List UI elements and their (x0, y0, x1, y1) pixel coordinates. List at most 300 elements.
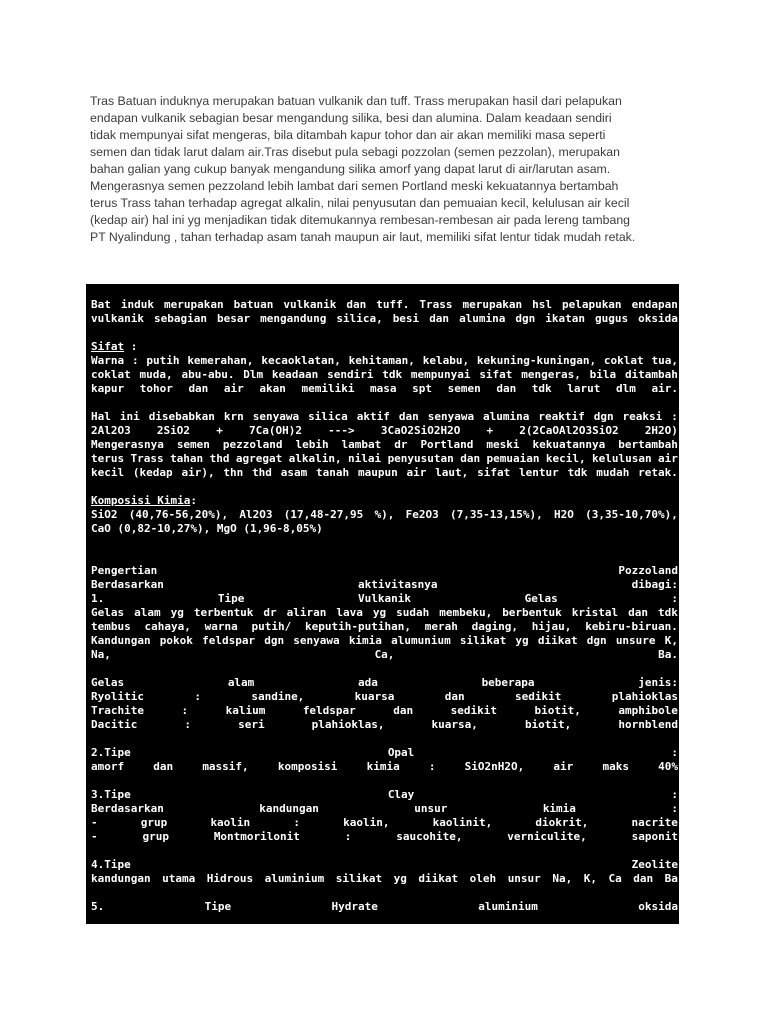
word: Ba. (658, 648, 678, 661)
block-line (91, 858, 678, 872)
word: amphibole (618, 704, 678, 717)
word: aktif (356, 410, 390, 423)
word: merupakan (164, 298, 224, 311)
word: Trass (419, 298, 453, 311)
word: yg (393, 872, 407, 885)
word: : (671, 746, 678, 759)
word: Portland (420, 438, 474, 451)
word: tuff. (376, 298, 410, 311)
word: reaktif (538, 410, 585, 423)
word: 3.Tipe (91, 788, 131, 801)
word: diokrit, (535, 816, 589, 829)
word: Berdasarkan (91, 802, 164, 815)
word: kapur (91, 382, 125, 395)
word: masa (370, 382, 397, 395)
word: oksida (638, 900, 678, 913)
intro-line: terus Trass tahan terhadap agregat alkalin, nilai penyusutan dan pemuaian kecil, kelulusan air kecil (90, 196, 630, 210)
intro-line: PT Nyalindung , tahan terhadap asam tanah maupun air laut, memiliki sifat lentur tidak mudah retak. (90, 230, 636, 244)
word: alumunium (391, 634, 451, 647)
block-line (91, 298, 678, 312)
word: Na, (91, 648, 111, 661)
word: agregat (235, 452, 283, 465)
block-line (91, 354, 678, 368)
word: 2H2O) (644, 424, 678, 437)
word: dgn (586, 634, 607, 647)
word: bila (589, 368, 617, 381)
word: kandungan (91, 872, 151, 885)
word: Montmorilonit (213, 830, 300, 843)
block-line (91, 718, 678, 732)
word: terbentuk (193, 606, 254, 619)
komposisi-label: Komposisi Kimia (91, 494, 191, 507)
word: aluminium (478, 900, 538, 913)
word: asam (280, 466, 308, 479)
word: berbentuk (502, 606, 562, 619)
block-line (91, 872, 678, 886)
word: sedikit (515, 690, 562, 703)
word: %), (374, 508, 395, 521)
word: merupakan (462, 298, 523, 311)
block-line (91, 606, 678, 620)
intro-line: endapan vulkanik sebagian besar mengandung silika, besi dan alumina. Dalam keadaan sendiri (90, 111, 612, 125)
word: Ryolitic (91, 690, 144, 703)
word: Vulkanik (358, 592, 411, 605)
word: ditambah (624, 368, 678, 381)
word: SiO2 (91, 508, 118, 521)
block-line (91, 620, 678, 634)
word: dr (263, 606, 277, 619)
word: maks (602, 760, 629, 773)
word: kecil (91, 466, 125, 479)
word: diikat (418, 872, 459, 885)
block-line (91, 382, 678, 396)
word: air), (181, 466, 215, 479)
block-line (91, 438, 678, 452)
word: kemerahan, (187, 354, 254, 367)
word: K, (583, 872, 597, 885)
word: besar (216, 312, 251, 325)
word: 4.Tipe (91, 858, 131, 871)
word: kandungan (259, 802, 319, 815)
intro-line: tidak mempunyai sifat mengeras, bila ditambah kapur tohor dan air akan memiliki masa seperti (90, 128, 606, 142)
word: : (181, 704, 189, 717)
word: sudah (396, 606, 430, 619)
word: senyawa (252, 410, 300, 423)
word: mudah (596, 466, 630, 479)
intro-line: (kedap air) hal ini yg menjadikan tidak ditemukannya rembesan-rembesan air pada lereng tambang (90, 213, 631, 227)
word: bertambah (618, 438, 678, 451)
word: kalium (225, 704, 266, 717)
word: (7,35-13,15%), (450, 508, 543, 521)
word: maupun (357, 466, 398, 479)
word: larut (567, 382, 601, 395)
word: air (406, 466, 427, 479)
word: kimia (542, 802, 576, 815)
word: Pozzoland (618, 564, 678, 577)
word: alam (134, 606, 161, 619)
word: lebih (295, 438, 329, 451)
block-line (91, 676, 678, 690)
word: thn (223, 466, 244, 479)
word: verniculite, (507, 830, 587, 843)
block-line (91, 312, 678, 326)
word: saponit (631, 830, 678, 843)
word: pemuaian (486, 452, 540, 465)
word: senyawa (293, 634, 340, 647)
block-line (91, 578, 678, 592)
word: utama (162, 872, 196, 885)
word: dan (398, 410, 419, 423)
word: krn (223, 410, 244, 423)
monospace-text-block (86, 284, 679, 924)
word: feldspar (202, 634, 256, 647)
word: beberapa (481, 676, 535, 689)
word: (kedap (132, 466, 173, 479)
word: pelapukan (561, 298, 622, 311)
word: Na, (552, 872, 573, 885)
word: keputih-putihan, (304, 620, 411, 633)
word: Clay (387, 788, 415, 801)
word: disebabkan (148, 410, 215, 423)
word: Kandungan (91, 634, 151, 647)
word: dan (153, 760, 174, 773)
word: sebagian (153, 312, 207, 325)
word: penyusutan (387, 452, 454, 465)
word: dan (188, 382, 209, 395)
word: thd (209, 452, 230, 465)
word: Gelas (91, 606, 125, 619)
word: Zeolite (631, 858, 678, 871)
word: alumina (483, 410, 530, 423)
word: Hydrate (331, 900, 378, 913)
word: kecil, (545, 452, 586, 465)
word: alam (227, 676, 255, 689)
word: kristal (571, 606, 619, 619)
word: aluminium (264, 872, 325, 885)
word: Hal (91, 410, 111, 423)
block-line (91, 760, 678, 774)
block-line (91, 564, 678, 578)
block-line (91, 690, 678, 704)
word: 2Al2O3 (91, 424, 131, 437)
word: : (131, 354, 139, 367)
word: air (553, 760, 574, 773)
word: endapan (631, 298, 678, 311)
block-line (91, 648, 678, 662)
word: pezzoland (222, 438, 283, 451)
word: : (671, 788, 678, 801)
word: dan (628, 606, 648, 619)
word: laut, (435, 466, 469, 479)
word: dlm (615, 382, 636, 395)
word: reaksi (622, 410, 663, 423)
word: retak. (638, 466, 678, 479)
word: akan (259, 382, 286, 395)
word: kuarsa (354, 690, 395, 703)
word: yg (372, 606, 387, 619)
word: Trachite (91, 704, 144, 717)
word: feldspar (302, 704, 356, 717)
word: Warna (91, 354, 125, 367)
word: plahioklas, (311, 718, 385, 731)
word: 40% (658, 760, 678, 773)
word: Pengertian (91, 564, 158, 577)
word: hijau, (531, 620, 572, 633)
word: mengeras, (521, 368, 581, 381)
word: unsur (507, 872, 541, 885)
block-line (91, 816, 678, 830)
word: Hidrous (206, 872, 254, 885)
word: Ca, (374, 648, 395, 661)
word: kaolin, (343, 816, 390, 829)
block-line (91, 830, 678, 844)
word: aktivitasnya (358, 578, 438, 591)
word: keadaan (271, 368, 319, 381)
word: Al2O3 (239, 508, 273, 521)
word: yg (515, 634, 529, 647)
word: abu-abu. (181, 368, 235, 381)
word: kecaoklatan, (261, 354, 341, 367)
word: - (91, 816, 98, 829)
word: Ca (608, 872, 622, 885)
intro-paragraph (90, 93, 680, 246)
word: cahaya, (144, 620, 191, 633)
block-line (91, 466, 678, 480)
word: putih (146, 354, 180, 367)
word: dgn (264, 634, 285, 647)
block-line: CaO (0,82-10,27%), MgO (1,96-8,05%) (91, 522, 323, 535)
word: dan (346, 298, 367, 311)
word: : (194, 690, 201, 703)
word: unsure (615, 634, 656, 647)
word: saucohite, (396, 830, 463, 843)
word: tdk (657, 606, 678, 619)
word: induk (120, 298, 154, 311)
word: dr (394, 438, 408, 451)
sifat-heading (91, 340, 678, 354)
word: 5. (91, 900, 105, 913)
word: gugus (595, 312, 629, 325)
word: alkalin, (288, 452, 342, 465)
word: sifat (479, 368, 513, 381)
word: kaolin (210, 816, 251, 829)
word: Bat (91, 298, 111, 311)
word: tohor (139, 382, 173, 395)
word: lava (336, 606, 363, 619)
word: kelulusan (592, 452, 652, 465)
word: yg (170, 606, 184, 619)
word: tahan (170, 452, 204, 465)
word: Tipe (204, 900, 232, 913)
word: SiO2nH2O, (464, 760, 525, 773)
word: : (671, 802, 678, 815)
word: 2.Tipe (91, 746, 131, 759)
word: 1. (91, 592, 105, 605)
word: diikat (537, 634, 578, 647)
word: oleh (469, 872, 497, 885)
word: : (428, 760, 436, 773)
word: unsur (414, 802, 448, 815)
word: Fe2O3 (405, 508, 439, 521)
block-line (91, 452, 678, 466)
word: dgn (515, 312, 536, 325)
word: komposisi (277, 760, 338, 773)
word: lambat (341, 438, 382, 451)
word: ada (358, 676, 378, 689)
word: Gelas (91, 676, 125, 689)
word: kebiru-biruan. (585, 620, 678, 633)
word: mengandung (260, 312, 327, 325)
word: hsl (532, 298, 552, 311)
word: dan (429, 312, 450, 325)
word: tua, (651, 354, 678, 367)
word: air. (651, 382, 678, 395)
word: seri (238, 718, 265, 731)
word: dan (393, 704, 414, 717)
word: putih/ (251, 620, 292, 633)
word: Trass (130, 452, 164, 465)
word: memiliki (301, 382, 355, 395)
word: 2(2CaOAl2O3SiO2 (519, 424, 619, 437)
intro-line: semen dan tidak larut dalam air.Tras disebut pula sebagi pozzolan (semen pezzolan), merupakan (90, 145, 620, 159)
word: mempunyai (410, 368, 471, 381)
word: - (91, 830, 98, 843)
word: silica, (336, 312, 383, 325)
word: oksida (638, 312, 678, 325)
block-line (91, 802, 678, 816)
word: grup (140, 816, 168, 829)
word: air (223, 382, 244, 395)
word: : (671, 592, 678, 605)
word: nilai (348, 452, 382, 465)
word: tdk (531, 382, 552, 395)
word: Ba (664, 872, 678, 885)
block-line (91, 704, 678, 718)
word: kimia (348, 634, 382, 647)
word: silica (308, 410, 348, 423)
word: thd (252, 466, 272, 479)
reaction-equation (91, 424, 678, 438)
word: kekuning-kuningan, (476, 354, 597, 367)
word: biotit, (524, 718, 572, 731)
komposisi-colon: : (190, 494, 197, 507)
word: ini (119, 410, 140, 423)
block-line (91, 900, 678, 914)
word: membeku, (439, 606, 493, 619)
word: dan (444, 690, 465, 703)
komposisi-heading (91, 494, 678, 508)
word: jenis: (638, 676, 678, 689)
word: kehitaman, (348, 354, 415, 367)
word: alumina (459, 312, 506, 325)
sifat-label: Sifat (91, 340, 125, 353)
word: daging, (471, 620, 518, 633)
word: tembus (91, 620, 131, 633)
word: dibagi: (631, 578, 678, 591)
sifat-colon: : (124, 340, 138, 353)
word: Dacitic (91, 718, 138, 731)
word: K, (664, 634, 678, 647)
word: Dlm (243, 368, 264, 381)
word: nacrite (631, 816, 678, 829)
word: coklat (603, 354, 644, 367)
word: warna (204, 620, 238, 633)
word: + (216, 424, 223, 437)
word: vulkanik (283, 298, 337, 311)
word: dan (496, 382, 517, 395)
word: vulkanik (91, 312, 144, 325)
word: senyawa (427, 410, 475, 423)
block-line (91, 368, 678, 382)
intro-line: Mengerasnya semen pezzoland lebih lambat dari semen Portland meski kekuatannya bertambah (90, 179, 619, 193)
word: ikatan (545, 312, 586, 325)
word: kuarsa, (431, 718, 478, 731)
word: grup (142, 830, 169, 843)
word: muda, (139, 368, 173, 381)
intro-line: Tras Batuan induknya merupakan batuan vulkanik dan tuff. Trass merupakan hasil dari pelapukan (90, 94, 622, 108)
word: plahioklas (611, 690, 678, 703)
word: Tipe (217, 592, 245, 605)
word: tdk (567, 466, 588, 479)
word: batuan (233, 298, 274, 311)
word: sedikit (450, 704, 497, 717)
block-line (91, 508, 678, 522)
word: (40,76-56,20%), (128, 508, 229, 521)
word: spt (412, 382, 433, 395)
word: hornblend (618, 718, 678, 731)
word: (17,48-27,95 (283, 508, 364, 521)
word: lentur (519, 466, 559, 479)
word: : (671, 410, 678, 423)
word: tdk (382, 368, 403, 381)
word: silikat (335, 872, 383, 885)
word: air (658, 452, 678, 465)
word: semen (176, 438, 210, 451)
word: Mengerasnya (91, 438, 164, 451)
word: 3CaO2SiO2H2O (380, 424, 461, 437)
word: aliran (286, 606, 327, 619)
word: 2SiO2 (156, 424, 191, 437)
word: (3,35-10,70%), (585, 508, 678, 521)
word: : (184, 718, 192, 731)
word: terus (91, 452, 125, 465)
word: 7Ca(OH)2 (249, 424, 302, 437)
word: pokok (159, 634, 193, 647)
block-line (91, 592, 678, 606)
word: amorf (91, 760, 125, 773)
word: silikat (459, 634, 507, 647)
word: coklat (91, 368, 131, 381)
word: meski (486, 438, 520, 451)
block-line (91, 634, 678, 648)
word: besi (392, 312, 420, 325)
word: H2O (554, 508, 574, 521)
word: massif, (202, 760, 249, 773)
word: sifat (477, 466, 511, 479)
word: : (293, 816, 300, 829)
word: ---> (328, 424, 355, 437)
block-line (91, 788, 678, 802)
word: tanah (316, 466, 350, 479)
word: sendiri (327, 368, 374, 381)
word: kekuatannya (532, 438, 606, 451)
intro-line: bahan galian yang cukup banyak mengandung silika amorf yang dapat larut di air/larutan asam. (90, 162, 611, 176)
word: merah (424, 620, 458, 633)
word: sandine, (251, 690, 305, 703)
word: kimia (366, 760, 400, 773)
word: dgn (593, 410, 614, 423)
word: semen (447, 382, 481, 395)
